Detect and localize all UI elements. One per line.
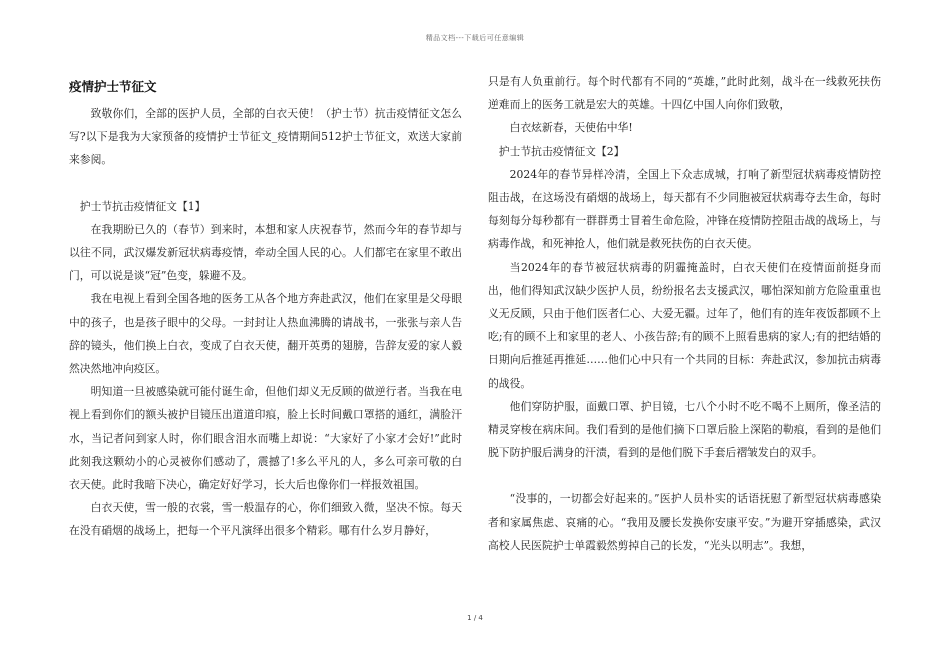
- paragraph: 白衣天使，雪一般的衣裳，雪一般温存的心，你们细致入微，坚决不惊。每天在没有硝烟的战场上，把每一个平凡演绎出很多个精彩。哪有什么岁月静好，: [69, 501, 462, 538]
- paragraph: 在我期盼已久的（春节）到来时，本想和家人庆祝春节，然而今年的春节却与以往不同，武汉爆发新冠状病毒疫情，牵动全国人民的心。人们都宅在家里不敢出门，可以说是谈“冠”色变，躲避不及。: [69, 222, 462, 283]
- spacer: [488, 464, 881, 487]
- section-title-1: 护士节抗击疫情征文【1】: [79, 199, 206, 213]
- paragraph: 白衣炫新春，天使佑中华!: [509, 121, 633, 135]
- paragraph: 当2024年的春节被冠状病毒的阴霾掩盖时，白衣天使们在疫情面前挺身而出，他们得知武汉缺少医护人员，纷纷报名去支援武汉，哪怕深知前方危险重重也义无反顾，只由于他们医者仁心、大爱无疆。过年了，他们有的连年夜饭都顾不上吃;有的顾不上和家里的老人、小孩告辞;有的顾不上照看患病的家人;有的把结婚的日期向后推延再推延……他们心中只有一个共同的目标：奔赴武汉，参加抗击病毒的战役。: [488, 260, 881, 390]
- paragraph: 我在电视上看到全国各地的医务工从各个地方奔赴武汉，他们在家里是父母眼中的孩子，也是孩子眼中的父母。一封封让人热血沸腾的请战书，一张张与亲人告辞的镜头，他们换上白衣，变成了白衣天使，翻开英勇的翅膀，告辞友爱的家人毅然决然地冲向疫区。: [69, 292, 462, 376]
- paragraph: 他们穿防护服，面戴口罩、护目镜，七八个小时不吃不喝不上厕所，像圣洁的精灵穿梭在病床间。我们看到的是他们摘下口罩后脸上深陷的勒痕，看到的是他们脱下防护服后满身的汗渍，看到的是他们脱下手套后褶皱发白的双手。: [488, 399, 881, 460]
- paragraph-continued: 只是有人负重前行。每个时代都有不同的“英雄，”此时此刻，战斗在一线救死扶伤逆难而上的医务工就是宏大的英雄。十四亿中国人向你们致敬，: [488, 75, 881, 112]
- left-column: [69, 70, 462, 543]
- paragraph: 2024年的春节异样冷清，全国上下众志成城，打响了新型冠状病毒疫情防控阻击战，在这场没有硝烟的战场上，每天都有不少同胞被冠状病毒夺去生命，每时每刻每分每秒都有一群群勇士冒着生命危险，冲锋在疫情防控阻击战的战场上，与病毒作战，和死神抢人，他们就是救死扶伤的白衣天使。: [488, 167, 881, 251]
- document-title: 疫情护士节征文: [69, 79, 157, 94]
- paragraph: 明知道一旦被感染就可能付诞生命，但他们却义无反顾的做逆行者。当我在电视上看到你们的额头被护目镜压出道道印痕，脸上长时间戴口罩搭的通红，满脸汗水，当记者问到家人时，你们眼含泪水而嘴上却说：“大家好了小家才会好!”此时此刻我这颗幼小的心灵被你们感动了，震撼了!多么平凡的人，多么可亲可敬的白衣天使。此时我暗下决心，确定好好学习，长大后也像你们一样报效祖国。: [69, 385, 462, 492]
- paragraph: “没事的，一切都会好起来的。”医护人员朴实的话语抚慰了新型冠状病毒感染者和家属焦虑、哀痛的心。“我用及腰长发换你安康平安。”为避开穿插感染，武汉高校人民医院护士单霞毅然剪掉自己的长发，“光头以明志”。我想，: [488, 492, 881, 552]
- section-title-2: 护士节抗击疫情征文【2】: [498, 144, 625, 158]
- page-number: 1 / 4: [467, 614, 483, 622]
- spacer: [69, 172, 462, 195]
- page-header: 精品文档---下载后可任意编辑: [425, 34, 525, 42]
- intro-paragraph: 致敬你们，全部的医护人员，全部的白衣天使！（护士节）抗击疫情征文怎么写?以下是我为大家预备的疫情护士节征文_疫情期间512护士节征文，欢送大家前来参阅。: [69, 107, 462, 167]
- right-column: [488, 70, 881, 557]
